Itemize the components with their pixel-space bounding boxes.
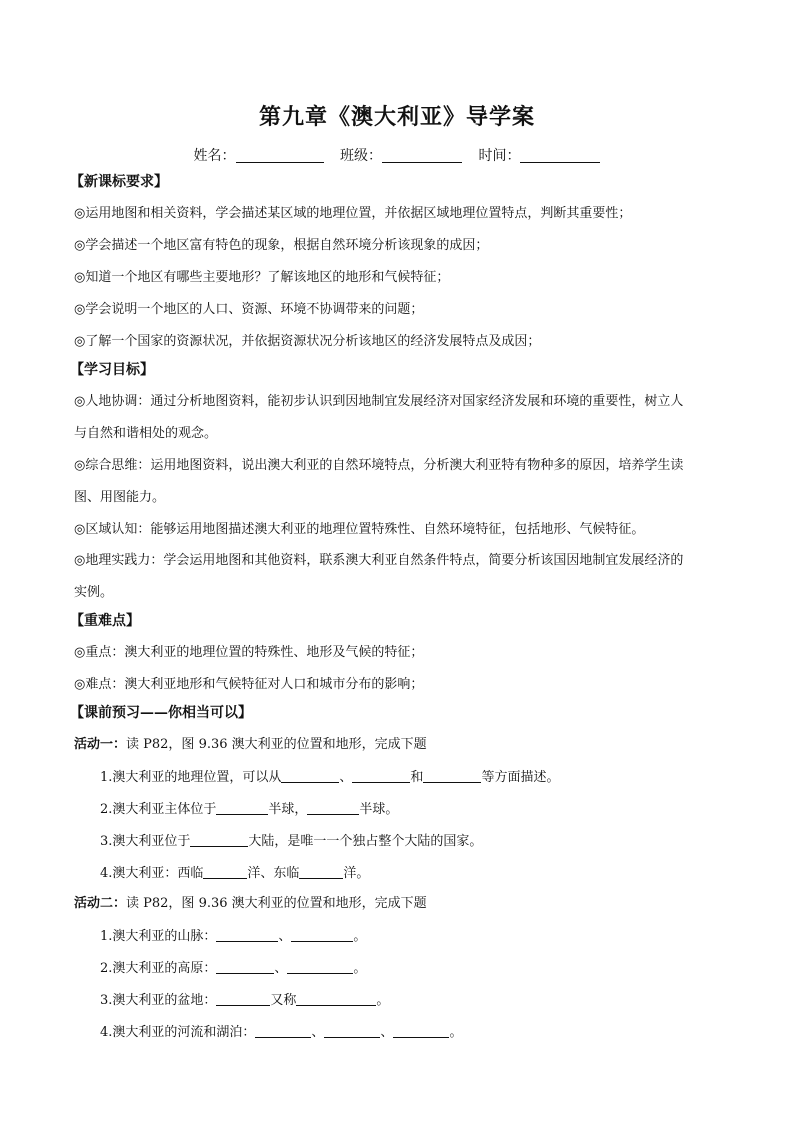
question-text: 洋、东临 — [247, 866, 300, 881]
question-text: 洋。 — [343, 866, 370, 881]
question-text: 、 — [311, 1025, 325, 1040]
question-text: 。 — [376, 993, 390, 1008]
goal-item: ◎综合思维：运用地图资料，说出澳大利亚的自然环境特点，分析澳大利亚特有物种多的原因，培养学生读 — [74, 458, 684, 473]
question-text: 1.澳大利亚的山脉： — [100, 929, 217, 944]
activity2-label: 活动二： — [74, 896, 127, 911]
question-text: 2.澳大利亚的高原： — [100, 961, 217, 976]
question-text: 又称 — [270, 993, 297, 1008]
answer-blank[interactable] — [216, 960, 274, 974]
answer-blank[interactable] — [307, 801, 359, 815]
goal-item-continued: 实例。 — [74, 585, 114, 600]
activity1-question-4 — [100, 865, 369, 882]
difficulty-item: ◎难点：澳大利亚地形和气候特征对人口和城市分布的影响； — [74, 677, 424, 692]
goals-heading: 【学习目标】 — [70, 362, 154, 378]
answer-blank[interactable] — [281, 769, 339, 783]
class-blank[interactable] — [382, 148, 462, 163]
question-text: 4.澳大利亚的河流和湖泊： — [100, 1025, 256, 1040]
answer-blank[interactable] — [255, 1024, 311, 1038]
question-text: 3.澳大利亚的盆地： — [100, 993, 217, 1008]
question-text: 、 — [339, 770, 353, 785]
time-label: 时间： — [478, 148, 521, 164]
activity1-question-2 — [100, 801, 398, 818]
question-text: 半球， — [268, 802, 308, 817]
question-text: 2.澳大利亚主体位于 — [100, 802, 217, 817]
activity2-question-3 — [100, 992, 389, 1009]
goal-item-continued: 图、用图能力。 — [74, 490, 166, 505]
standard-item: ◎学会说明一个地区的人口、资源、环境不协调带来的问题； — [74, 302, 424, 317]
goal-item: ◎地理实践力：学会运用地图和其他资料，联系澳大利亚自然条件特点，简要分析该国因地制宜发展经济的 — [74, 553, 684, 568]
answer-blank[interactable] — [190, 833, 248, 847]
goal-item: ◎人地协调：通过分析地图资料，能初步认识到因地制宜发展经济对国家经济发展和环境的重要性，树立人 — [74, 394, 684, 409]
activity1-label: 活动一： — [74, 737, 127, 752]
activity2-intro — [74, 896, 427, 912]
activity1-text: 读 P82，图 9.36 澳大利亚的位置和地形，完成下题 — [126, 737, 427, 752]
question-text: 4.澳大利亚：西临 — [100, 866, 204, 881]
time-blank[interactable] — [520, 148, 600, 163]
preview-heading: 【课前预习——你相当可以】 — [70, 705, 252, 721]
standards-heading: 【新课标要求】 — [70, 174, 168, 190]
activity2-text: 读 P82，图 9.36 澳大利亚的位置和地形，完成下题 — [126, 896, 427, 911]
question-text: 。 — [353, 961, 367, 976]
activity1-intro — [74, 737, 427, 753]
student-info-line — [0, 145, 794, 165]
activity1-question-3 — [100, 833, 482, 850]
standard-item: ◎知道一个地区有哪些主要地形？了解该地区的地形和气候特征； — [74, 270, 450, 285]
question-text: 半球。 — [359, 802, 399, 817]
goal-item: ◎区域认知：能够运用地图描述澳大利亚的地理位置特殊性、自然环境特征，包括地形、气候特征。 — [74, 522, 645, 537]
answer-blank[interactable] — [299, 865, 343, 879]
activity2-question-1 — [100, 928, 366, 945]
name-label: 姓名： — [193, 148, 236, 164]
answer-blank[interactable] — [216, 992, 270, 1006]
standard-item: ◎运用地图和相关资料，学会描述某区域的地理位置，并依据区域地理位置特点，判断其重要性； — [74, 206, 632, 221]
question-text: 3.澳大利亚位于 — [100, 834, 191, 849]
answer-blank[interactable] — [324, 1024, 380, 1038]
standard-item: ◎学会描述一个地区富有特色的现象，根据自然环境分析该现象的成因； — [74, 238, 489, 253]
activity1-question-1 — [100, 769, 559, 786]
answer-blank[interactable] — [352, 769, 410, 783]
question-text: 、 — [278, 929, 292, 944]
question-text: 。 — [353, 929, 367, 944]
activity2-question-2 — [100, 960, 366, 977]
question-text: 大陆，是唯一一个独占整个大陆的国家。 — [248, 834, 483, 849]
class-label: 班级： — [340, 148, 382, 164]
question-text: 。 — [449, 1025, 463, 1040]
answer-blank[interactable] — [393, 1024, 449, 1038]
question-text: 、 — [380, 1025, 394, 1040]
question-text: 等方面描述。 — [481, 770, 560, 785]
answer-blank[interactable] — [216, 801, 268, 815]
key-point-item: ◎重点：澳大利亚的地理位置的特殊性、地形及气候的特征； — [74, 645, 424, 660]
answer-blank[interactable] — [423, 769, 481, 783]
question-text: 1.澳大利亚的地理位置，可以从 — [100, 770, 282, 785]
answer-blank[interactable] — [203, 865, 247, 879]
page-title: 第九章《澳大利亚》导学案 — [258, 104, 535, 130]
answer-blank[interactable] — [296, 992, 376, 1006]
name-blank[interactable] — [236, 148, 324, 163]
question-text: 、 — [274, 961, 288, 976]
key-points-heading: 【重难点】 — [70, 613, 140, 629]
goal-item-continued: 与自然和谐相处的观念。 — [74, 426, 218, 441]
answer-blank[interactable] — [287, 960, 353, 974]
activity2-question-4 — [100, 1024, 462, 1041]
answer-blank[interactable] — [291, 928, 353, 942]
answer-blank[interactable] — [216, 928, 278, 942]
standard-item: ◎了解一个国家的资源状况，并依据资源状况分析该地区的经济发展特点及成因； — [74, 334, 541, 349]
question-text: 和 — [410, 770, 424, 785]
